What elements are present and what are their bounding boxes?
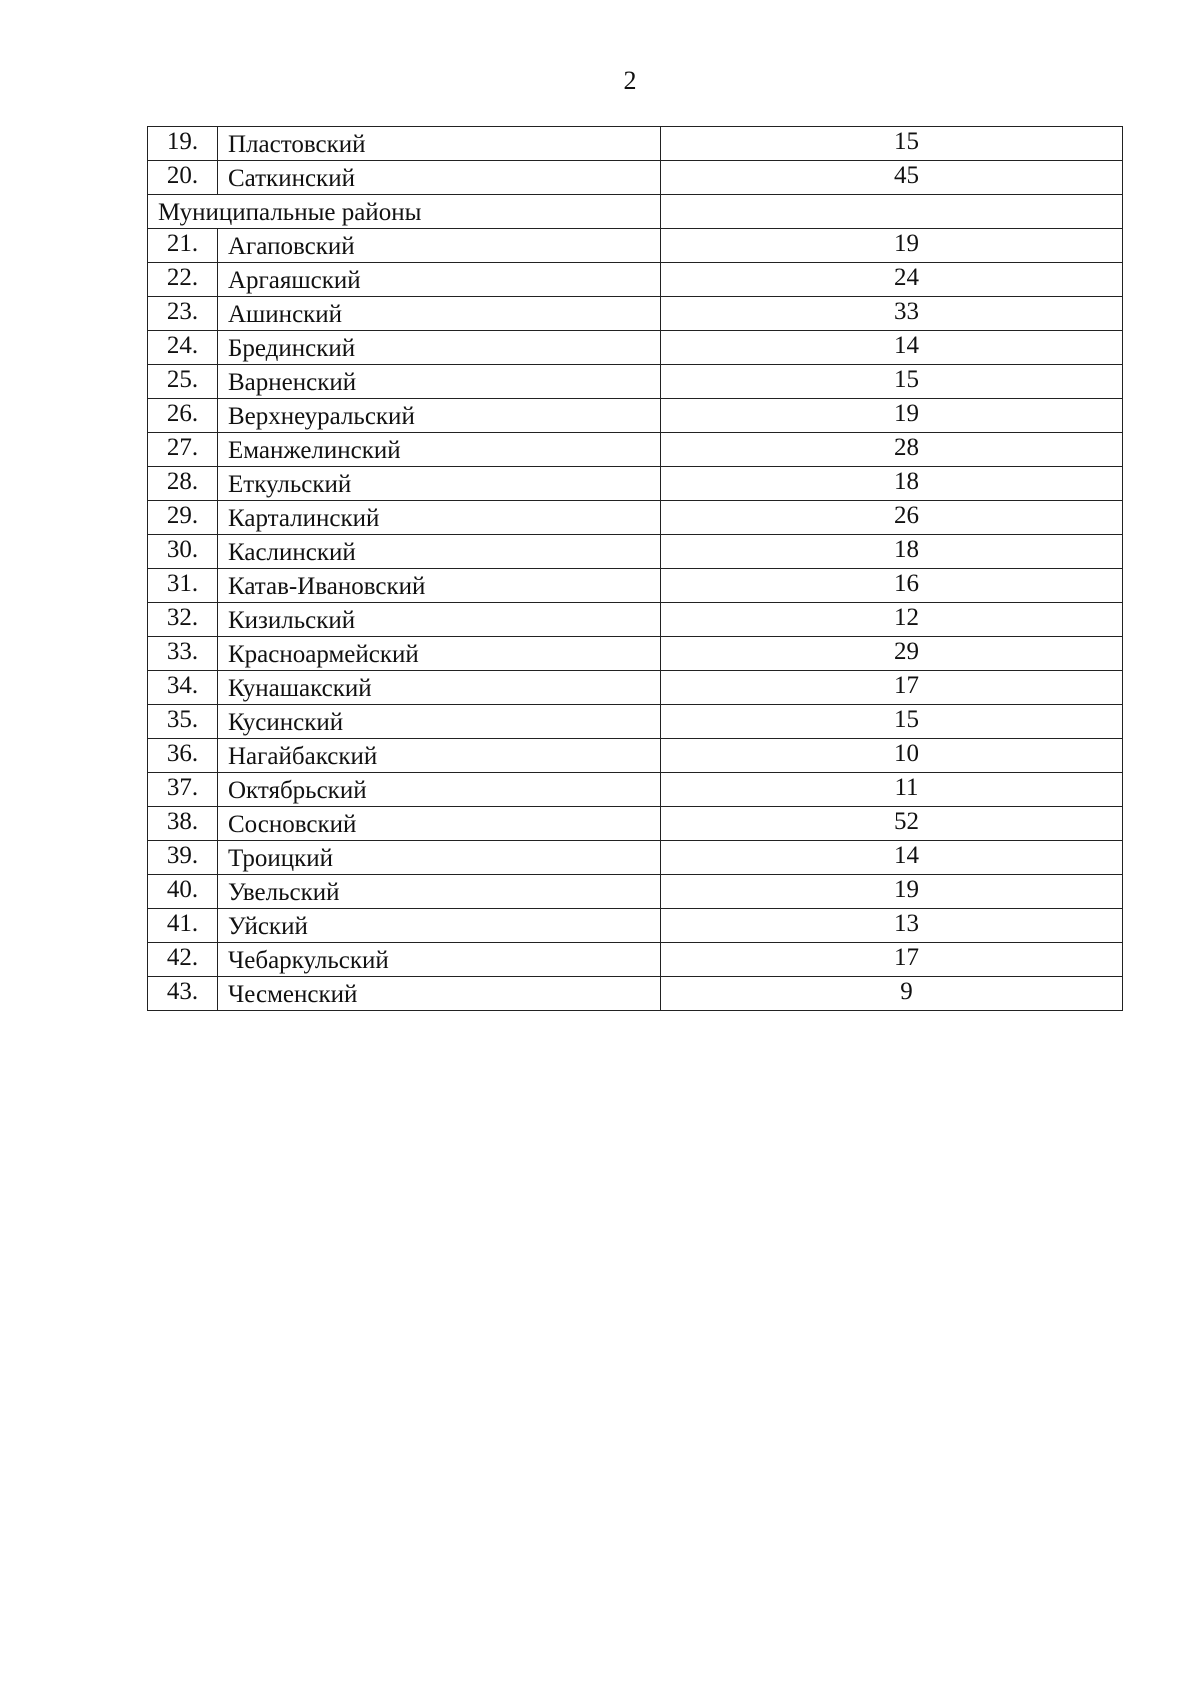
- row-number: 34.: [148, 671, 218, 705]
- district-name: Троицкий: [218, 841, 661, 875]
- district-name: Сосновский: [218, 807, 661, 841]
- row-number: 19.: [148, 127, 218, 161]
- district-value: 16: [661, 569, 1123, 603]
- table-row: [148, 909, 1123, 943]
- district-value: 15: [661, 365, 1123, 399]
- district-name: Чебаркульский: [218, 943, 661, 977]
- district-name: Ашинский: [218, 297, 661, 331]
- district-name: Красноармейский: [218, 637, 661, 671]
- table-row: [148, 501, 1123, 535]
- district-value: 18: [661, 535, 1123, 569]
- district-name: Кусинский: [218, 705, 661, 739]
- district-name: Катав-Ивановский: [218, 569, 661, 603]
- district-value: 9: [661, 977, 1123, 1011]
- table-row: [148, 297, 1123, 331]
- row-number: 36.: [148, 739, 218, 773]
- row-number: 33.: [148, 637, 218, 671]
- district-name: Саткинский: [218, 161, 661, 195]
- district-value: 15: [661, 705, 1123, 739]
- districts-table: [147, 126, 1123, 1011]
- district-value: 10: [661, 739, 1123, 773]
- row-number: 25.: [148, 365, 218, 399]
- row-number: 29.: [148, 501, 218, 535]
- page-number: 2: [623, 66, 637, 95]
- row-number: 39.: [148, 841, 218, 875]
- row-number: 24.: [148, 331, 218, 365]
- district-value: 45: [661, 161, 1123, 195]
- table-row: [148, 841, 1123, 875]
- table-row: [148, 977, 1123, 1011]
- district-value: 13: [661, 909, 1123, 943]
- district-name: Октябрьский: [218, 773, 661, 807]
- district-value: 24: [661, 263, 1123, 297]
- row-number: 21.: [148, 229, 218, 263]
- section-value-cell: [661, 195, 1123, 229]
- district-name: Брединский: [218, 331, 661, 365]
- district-name: Кунашакский: [218, 671, 661, 705]
- district-value: 12: [661, 603, 1123, 637]
- row-number: 27.: [148, 433, 218, 467]
- district-value: 11: [661, 773, 1123, 807]
- table-row: [148, 875, 1123, 909]
- section-row: [148, 195, 1123, 229]
- district-value: 26: [661, 501, 1123, 535]
- table-row: [148, 229, 1123, 263]
- table-row: [148, 127, 1123, 161]
- district-name: Каслинский: [218, 535, 661, 569]
- table-row: [148, 773, 1123, 807]
- district-name: Увельский: [218, 875, 661, 909]
- district-name: Уйский: [218, 909, 661, 943]
- row-number: 32.: [148, 603, 218, 637]
- row-number: 37.: [148, 773, 218, 807]
- district-name: Верхнеуральский: [218, 399, 661, 433]
- table-row: [148, 807, 1123, 841]
- district-value: 15: [661, 127, 1123, 161]
- district-value: 19: [661, 399, 1123, 433]
- row-number: 43.: [148, 977, 218, 1011]
- district-value: 17: [661, 671, 1123, 705]
- row-number: 26.: [148, 399, 218, 433]
- row-number: 40.: [148, 875, 218, 909]
- district-value: 29: [661, 637, 1123, 671]
- district-name: Кизильский: [218, 603, 661, 637]
- table-row: [148, 569, 1123, 603]
- district-value: 14: [661, 841, 1123, 875]
- row-number: 30.: [148, 535, 218, 569]
- table-row: [148, 637, 1123, 671]
- district-value: 17: [661, 943, 1123, 977]
- table-body: [148, 127, 1123, 1011]
- district-value: 33: [661, 297, 1123, 331]
- table-row: [148, 467, 1123, 501]
- row-number: 31.: [148, 569, 218, 603]
- district-name: Чесменский: [218, 977, 661, 1011]
- table-row: [148, 739, 1123, 773]
- table-row: [148, 671, 1123, 705]
- district-name: Карталинский: [218, 501, 661, 535]
- table-row: [148, 433, 1123, 467]
- district-value: 28: [661, 433, 1123, 467]
- table-row: [148, 603, 1123, 637]
- row-number: 42.: [148, 943, 218, 977]
- row-number: 41.: [148, 909, 218, 943]
- district-name: Нагайбакский: [218, 739, 661, 773]
- section-label: Муниципальные районы: [148, 195, 661, 229]
- district-value: 19: [661, 229, 1123, 263]
- row-number: 38.: [148, 807, 218, 841]
- district-name: Варненский: [218, 365, 661, 399]
- table-row: [148, 535, 1123, 569]
- district-name: Агаповский: [218, 229, 661, 263]
- row-number: 23.: [148, 297, 218, 331]
- district-name: Еманжелинский: [218, 433, 661, 467]
- district-value: 52: [661, 807, 1123, 841]
- table-row: [148, 365, 1123, 399]
- table-row: [148, 263, 1123, 297]
- row-number: 20.: [148, 161, 218, 195]
- district-value: 19: [661, 875, 1123, 909]
- row-number: 22.: [148, 263, 218, 297]
- table-row: [148, 943, 1123, 977]
- district-value: 14: [661, 331, 1123, 365]
- district-name: Аргаяшский: [218, 263, 661, 297]
- row-number: 35.: [148, 705, 218, 739]
- district-name: Еткульский: [218, 467, 661, 501]
- table-row: [148, 331, 1123, 365]
- row-number: 28.: [148, 467, 218, 501]
- table-row: [148, 161, 1123, 195]
- table-row: [148, 705, 1123, 739]
- table-row: [148, 399, 1123, 433]
- district-name: Пластовский: [218, 127, 661, 161]
- district-value: 18: [661, 467, 1123, 501]
